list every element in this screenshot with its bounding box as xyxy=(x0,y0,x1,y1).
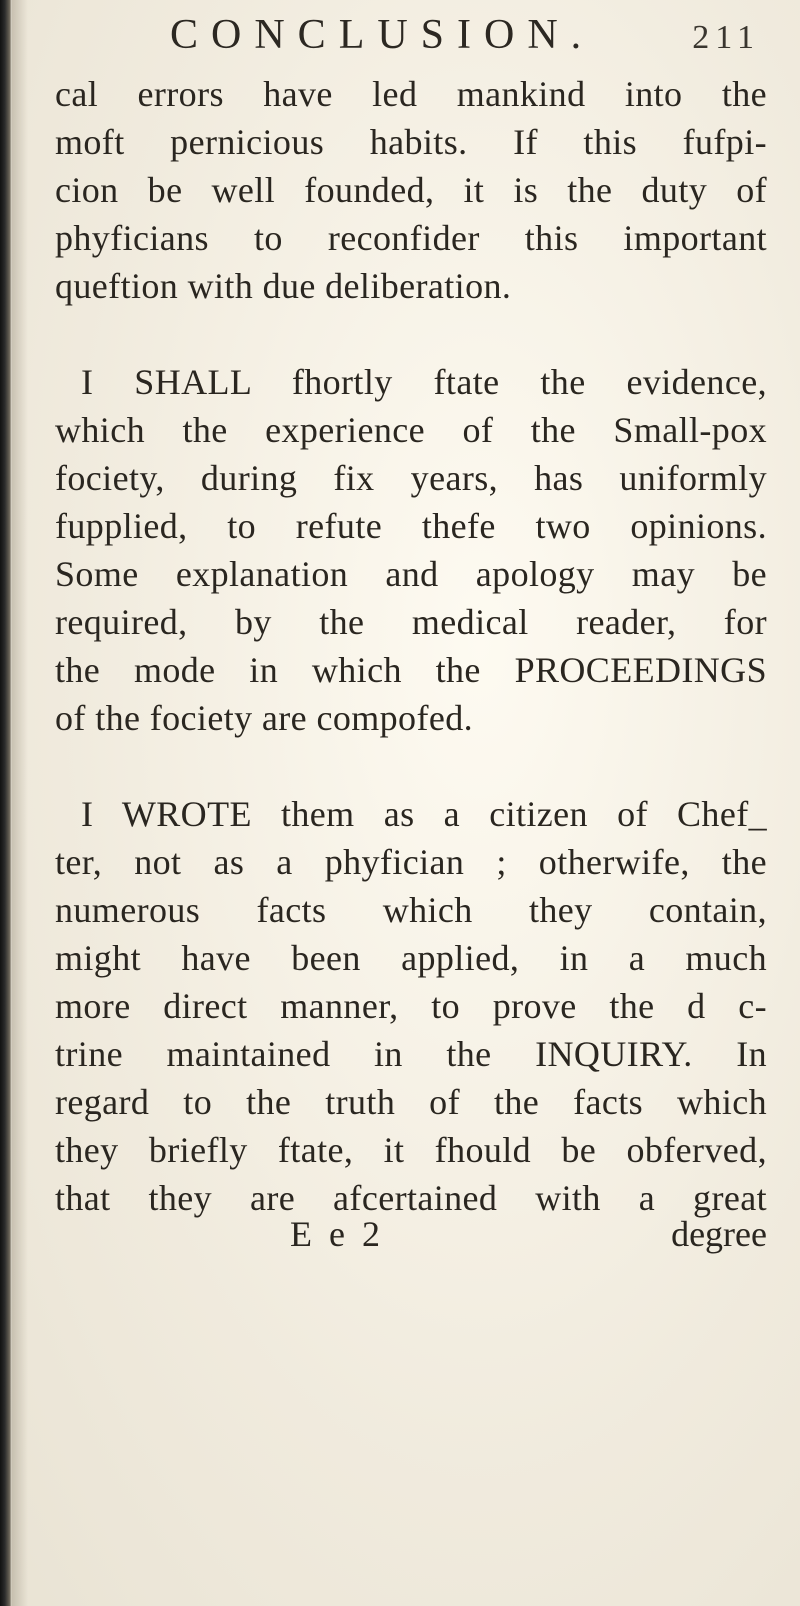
text-line: which the experience of the Small-pox xyxy=(55,410,767,450)
text-line: regard to the truth of the facts which xyxy=(55,1082,767,1122)
text-line: required, by the medical reader, for xyxy=(55,602,767,642)
text-line: more direct manner, to prove the d c- xyxy=(55,986,767,1026)
text-line: that they are afcertained with a great xyxy=(55,1178,767,1218)
text-line: numerous facts which they contain, xyxy=(55,890,767,930)
text-line: might have been applied, in a much xyxy=(55,938,767,978)
text-line: I SHALL fhortly ftate the evidence, xyxy=(81,362,767,402)
page-footer xyxy=(55,1210,767,1258)
paragraph-gap xyxy=(55,742,767,790)
text-line: phyficians to reconfider this important xyxy=(55,218,767,258)
text-line: fupplied, to refute thefe two opinions. xyxy=(55,506,767,546)
text-line: they briefly ftate, it fhould be obferved, xyxy=(55,1130,767,1170)
catchword: degree xyxy=(671,1214,767,1254)
paragraph-gap xyxy=(55,310,767,358)
text-line: of the fociety are compofed. xyxy=(55,698,474,738)
text-line: fociety, during fix years, has uniformly xyxy=(55,458,767,498)
body-text xyxy=(55,70,767,1222)
text-line: the mode in which the PROCEEDINGS xyxy=(55,650,767,690)
signature-mark: E e 2 xyxy=(290,1214,384,1254)
page-header xyxy=(170,10,760,60)
text-line: ter, not as a phyfician ; otherwife, the xyxy=(55,842,767,882)
text-line: cion be well founded, it is the duty of xyxy=(55,170,767,210)
running-head: CONCLUSION. xyxy=(170,12,595,58)
text-line: Some explanation and apology may be xyxy=(55,554,767,594)
text-line: moft pernicious habits. If this fufpi- xyxy=(55,122,767,162)
gutter-shadow xyxy=(12,0,28,1606)
book-gutter xyxy=(0,0,12,1606)
text-line: cal errors have led mankind into the xyxy=(55,74,767,114)
text-line: queftion with due deliberation. xyxy=(55,266,512,306)
text-line: trine maintained in the INQUIRY. In xyxy=(55,1034,767,1074)
text-line: I WROTE them as a citizen of Chef_ xyxy=(81,794,767,834)
page-number: 211 xyxy=(692,19,760,56)
